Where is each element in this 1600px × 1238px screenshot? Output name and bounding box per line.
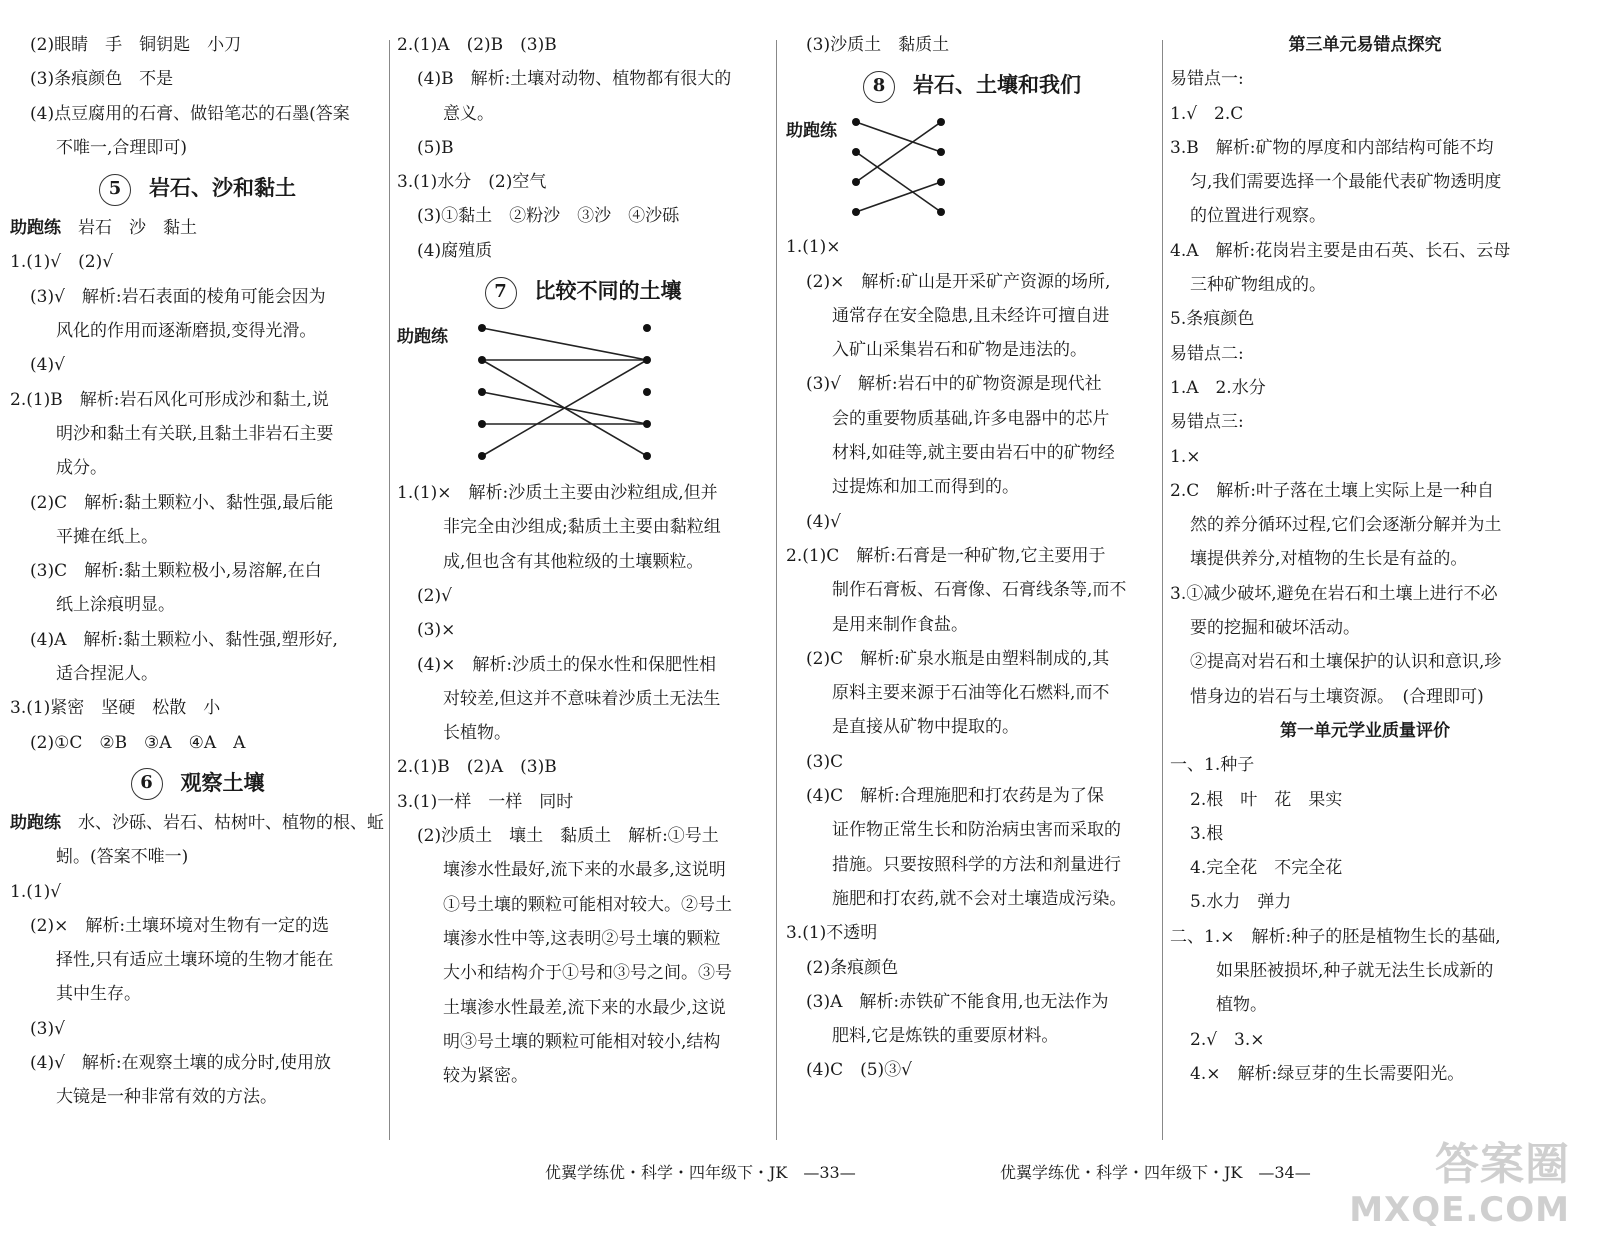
- answer-line: 2.(1)C 解析:石膏是一种矿物,它主要用于: [786, 545, 1106, 566]
- answer-line: 3.(1)水分 (2)空气: [397, 172, 547, 193]
- watermark-url: MXQE.COM: [1349, 1190, 1570, 1230]
- answer-line: 的位置进行观察。: [1190, 206, 1326, 227]
- answer-line: 明③号土壤的颗粒可能相对较小,结构: [443, 1031, 721, 1052]
- answer-column-1: [10, 28, 385, 1115]
- answer-line: 1.A 2.水分: [1170, 377, 1266, 398]
- answer-line: (4)× 解析:沙质土的保水性和保肥性相: [417, 654, 717, 675]
- watermark-logo: [1349, 1140, 1570, 1230]
- answer-line: 易错点二:: [1170, 343, 1244, 364]
- matching-diagram: [467, 320, 667, 470]
- answer-line: (4)√: [806, 511, 841, 532]
- answer-line: (2)①C ②B ③A ④A A: [30, 732, 246, 753]
- answer-line: 过提炼和加工而得到的。: [832, 477, 1019, 498]
- answer-line: 然的养分循环过程,它们会逐渐分解并为土: [1190, 515, 1502, 536]
- answer-line: (2)条痕颜色: [806, 957, 899, 978]
- answer-line: 如果胚被损坏,种子就无法生长成新的: [1216, 961, 1494, 982]
- answer-line: (3)√ 解析:岩石表面的棱角可能会因为: [30, 286, 326, 307]
- match-dot: [478, 420, 486, 428]
- answer-line: 要的挖掘和破坏活动。: [1190, 618, 1360, 639]
- answer-column-3: [786, 28, 1158, 1088]
- watermark-text: 答案圈: [1435, 1139, 1570, 1190]
- answer-line: 2.(1)A (2)B (3)B: [397, 35, 557, 55]
- answer-line: 1.(1)√: [10, 881, 62, 902]
- page-footer-right: 优翼学练优・科学・四年级下・JK —34—: [1000, 1163, 1311, 1182]
- answer-line: 惜身边的岩石与土壤资源。 (合理即可): [1190, 686, 1484, 707]
- answer-line: 大小和结构介于①号和③号之间。③号: [443, 963, 732, 984]
- answer-line: (4)B 解析:土壤对动物、植物都有很大的: [417, 69, 732, 90]
- answer-line: 会的重要物质基础,许多电器中的芯片: [832, 408, 1110, 429]
- match-line: [856, 182, 941, 212]
- answer-line: 措施。只要按照科学的方法和剂量进行: [832, 854, 1121, 875]
- answer-line: (2)× 解析:矿山是开采矿产资源的场所,: [806, 271, 1111, 292]
- warmup-answer: 岩石 沙 黏土: [61, 218, 197, 239]
- answer-line: 肥料,它是炼铁的重要原材料。: [832, 1026, 1059, 1047]
- answer-line: 4.× 解析:绿豆芽的生长需要阳光。: [1190, 1063, 1465, 1084]
- answer-line: 风化的作用而逐渐磨损,变得光滑。: [56, 321, 317, 342]
- answer-line: 易错点一:: [1170, 69, 1244, 90]
- answer-line: 成,但也含有其他粒级的土壤颗粒。: [443, 551, 704, 572]
- answer-line: (3)√: [30, 1018, 65, 1039]
- answer-line: 大镜是一种非常有效的方法。: [56, 1087, 277, 1108]
- column-divider: [1162, 40, 1163, 1140]
- answer-line: ②提高对岩石和土壤保护的认识和意识,珍: [1190, 652, 1502, 673]
- answer-line: 是直接从矿物中提取的。: [832, 717, 1019, 738]
- answer-line: [10, 211, 385, 245]
- answer-line: 壤渗水性中等,这表明②号土壤的颗粒: [443, 928, 721, 949]
- answer-line: 3.B 解析:矿物的厚度和内部结构可能不均: [1170, 137, 1494, 158]
- answer-line: (4)腐殖质: [417, 240, 493, 261]
- lesson-number-badge: 5: [99, 174, 131, 206]
- answer-line: 不唯一,合理即可): [56, 137, 188, 158]
- answer-column-4: [1170, 28, 1560, 1091]
- answer-line: 二、1.× 解析:种子的胚是植物生长的基础,: [1170, 926, 1501, 947]
- answer-line: 施肥和打农药,就不会对土壤造成污染。: [832, 888, 1127, 909]
- answer-line: 纸上涂痕明显。: [56, 595, 175, 616]
- lesson-title: 比较不同的土壤: [534, 278, 682, 304]
- answer-line: 明沙和黏土有关联,且黏土非岩石主要: [56, 423, 334, 444]
- answer-line: 4.A 解析:花岗岩主要是由石英、长石、云母: [1170, 240, 1511, 261]
- answer-line: 成分。: [56, 458, 107, 479]
- answer-line: 3.(1)一样 一样 同时: [397, 791, 574, 812]
- answer-line: 2.(1)B (2)A (3)B: [397, 757, 557, 778]
- answer-line: (4)C (5)③√: [806, 1060, 913, 1081]
- match-line: [482, 328, 647, 360]
- answer-line: (3)×: [417, 620, 456, 641]
- match-line: [856, 152, 941, 212]
- warmup-matching: [786, 114, 1158, 230]
- answer-line: 入矿山采集岩石和矿物是违法的。: [832, 340, 1087, 361]
- lesson-title: 观察土壤: [180, 769, 265, 795]
- answer-line: (2)√: [417, 585, 452, 606]
- answer-line: 平摊在纸上。: [56, 526, 158, 547]
- lesson-number-badge: 7: [485, 277, 517, 309]
- answer-line: (2)C 解析:黏土颗粒小、黏性强,最后能: [30, 492, 334, 513]
- lesson-heading: [786, 62, 1158, 108]
- match-dot: [643, 356, 651, 364]
- section-title: 第一单元学业质量评价: [1280, 720, 1450, 741]
- answer-line: (2)沙质土 壤土 黏质土 解析:①号土: [417, 826, 719, 847]
- answer-line: (4)点豆腐用的石膏、做铅笔芯的石墨(答案: [30, 103, 350, 124]
- lesson-heading: [10, 760, 385, 806]
- answer-line: 1.√ 2.C: [1170, 103, 1244, 124]
- answer-line: 3.(1)不透明: [786, 923, 878, 944]
- answer-line: 非完全由沙组成;黏质土主要由黏粒组: [443, 517, 721, 538]
- matching-diagram: [846, 114, 966, 224]
- match-dot: [937, 208, 945, 216]
- answer-line: (3)C: [806, 751, 844, 772]
- answer-line: 蚓。(答案不唯一): [56, 847, 189, 868]
- page-footer-left: 优翼学练优・科学・四年级下・JK —33—: [545, 1163, 856, 1182]
- match-line: [856, 122, 941, 182]
- warmup-label: 助跑练: [786, 121, 837, 142]
- answer-line: 适合捏泥人。: [56, 664, 158, 685]
- answer-line: 壤提供养分,对植物的生长是有益的。: [1190, 549, 1468, 570]
- match-dot: [852, 208, 860, 216]
- answer-line: 3.(1)紧密 坚硬 松散 小: [10, 698, 221, 719]
- answer-line: ①号土壤的颗粒可能相对较大。②号土: [443, 894, 732, 915]
- answer-line: 壤渗水性最好,流下来的水最多,这说明: [443, 860, 726, 881]
- answer-line: 长植物。: [443, 723, 511, 744]
- answer-line: (3)沙质土 黏质土: [806, 35, 950, 55]
- answer-line: (4)√ 解析:在观察土壤的成分时,使用放: [30, 1053, 332, 1074]
- answer-line: (5)B: [417, 137, 454, 158]
- match-dot: [478, 324, 486, 332]
- answer-line: 4.完全花 不完全花: [1190, 858, 1343, 879]
- answer-line: 1.(1)×: [786, 237, 841, 258]
- warmup-answer: 水、沙砾、岩石、枯树叶、植物的根、蚯: [61, 812, 384, 833]
- lesson-title: 岩石、土壤和我们: [913, 72, 1081, 98]
- answer-line: [10, 806, 385, 840]
- answer-line: 制作石膏板、石膏像、石膏线条等,而不: [832, 580, 1127, 601]
- column-divider: [389, 40, 390, 1140]
- match-dot: [852, 148, 860, 156]
- answer-line: 2.√ 3.×: [1190, 1029, 1265, 1050]
- lesson-number-badge: 8: [863, 71, 895, 103]
- answer-line: (3)A 解析:赤铁矿不能食用,也无法作为: [806, 991, 1109, 1012]
- answer-line: 3.①减少破坏,避免在岩石和土壤上进行不必: [1170, 583, 1498, 604]
- answer-column-2: [397, 28, 769, 1093]
- answer-line: 1.×: [1170, 446, 1201, 467]
- warmup-matching: [397, 320, 769, 476]
- answer-line: 5.条痕颜色: [1170, 309, 1255, 330]
- answer-line: (3)√ 解析:岩石中的矿物资源是现代社: [806, 374, 1102, 395]
- answer-line: (3)条痕颜色 不是: [30, 69, 174, 90]
- answer-line: 其中生存。: [56, 984, 141, 1005]
- answer-line: 2.(1)B 解析:岩石风化可形成沙和黏土,说: [10, 389, 329, 410]
- section-title: 第三单元易错点探究: [1288, 35, 1442, 55]
- lesson-heading: [10, 165, 385, 211]
- lesson-heading: [397, 268, 769, 314]
- answer-line: 三种矿物组成的。: [1190, 275, 1326, 296]
- answer-line: (4)C 解析:合理施肥和打农药是为了保: [806, 786, 1104, 807]
- answer-line: 易错点三:: [1170, 412, 1244, 433]
- match-dot: [643, 420, 651, 428]
- match-dot: [852, 118, 860, 126]
- match-line: [856, 122, 941, 152]
- match-dot: [478, 452, 486, 460]
- match-dot: [643, 388, 651, 396]
- answer-line: 1.(1)× 解析:沙质土主要由沙粒组成,但并: [397, 483, 718, 504]
- match-dot: [643, 324, 651, 332]
- answer-line: 5.水力 弹力: [1190, 892, 1292, 913]
- warmup-label: 助跑练: [397, 327, 448, 348]
- match-dot: [643, 452, 651, 460]
- answer-line: (3)C 解析:黏土颗粒极小,易溶解,在白: [30, 561, 322, 582]
- answer-line: 对较差,但这并不意味着沙质土无法生: [443, 688, 721, 709]
- answer-line: (3)①黏土 ②粉沙 ③沙 ④沙砾: [417, 206, 680, 227]
- match-dot: [478, 388, 486, 396]
- lesson-title: 岩石、沙和黏土: [149, 175, 296, 201]
- lesson-number-badge: 6: [131, 768, 163, 800]
- answer-line: 1.(1)√ (2)√: [10, 252, 114, 273]
- answer-line: 一、1.种子: [1170, 755, 1255, 776]
- answer-line: 2.根 叶 花 果实: [1190, 789, 1343, 810]
- answer-line: 2.C 解析:叶子落在土壤上实际上是一种自: [1170, 480, 1494, 501]
- answer-line: 通常存在安全隐患,且未经许可擅自进: [832, 305, 1110, 326]
- match-dot: [937, 118, 945, 126]
- match-dot: [852, 178, 860, 186]
- answer-line: (2)C 解析:矿泉水瓶是由塑料制成的,其: [806, 648, 1110, 669]
- column-divider: [776, 40, 777, 1140]
- answer-line: 择性,只有适应土壤环境的生物才能在: [56, 950, 334, 971]
- warmup-label: 助跑练: [10, 812, 61, 833]
- answer-line: 植物。: [1216, 995, 1267, 1016]
- answer-line: 材料,如硅等,就主要由岩石中的矿物经: [832, 443, 1115, 464]
- answer-line: 是用来制作食盐。: [832, 614, 968, 635]
- answer-line: (4)A 解析:黏土颗粒小、黏性强,塑形好,: [30, 629, 338, 650]
- match-dot: [937, 148, 945, 156]
- answer-line: (4)√: [30, 355, 65, 376]
- answer-line: 意义。: [443, 103, 494, 124]
- answer-line: 较为紧密。: [443, 1066, 528, 1087]
- answer-line: (2)眼睛 手 铜钥匙 小刀: [30, 35, 242, 55]
- answer-line: 3.根: [1190, 823, 1224, 844]
- answer-line: (2)× 解析:土壤环境对生物有一定的选: [30, 915, 330, 936]
- answer-line: 证作物正常生长和防治病虫害而采取的: [832, 820, 1121, 841]
- match-dot: [937, 178, 945, 186]
- answer-line: 原料主要来源于石油等化石燃料,而不: [832, 683, 1110, 704]
- warmup-label: 助跑练: [10, 218, 61, 239]
- answer-line: 土壤渗水性最差,流下来的水最少,这说: [443, 997, 726, 1018]
- answer-line: 匀,我们需要选择一个最能代表矿物透明度: [1190, 172, 1502, 193]
- match-dot: [478, 356, 486, 364]
